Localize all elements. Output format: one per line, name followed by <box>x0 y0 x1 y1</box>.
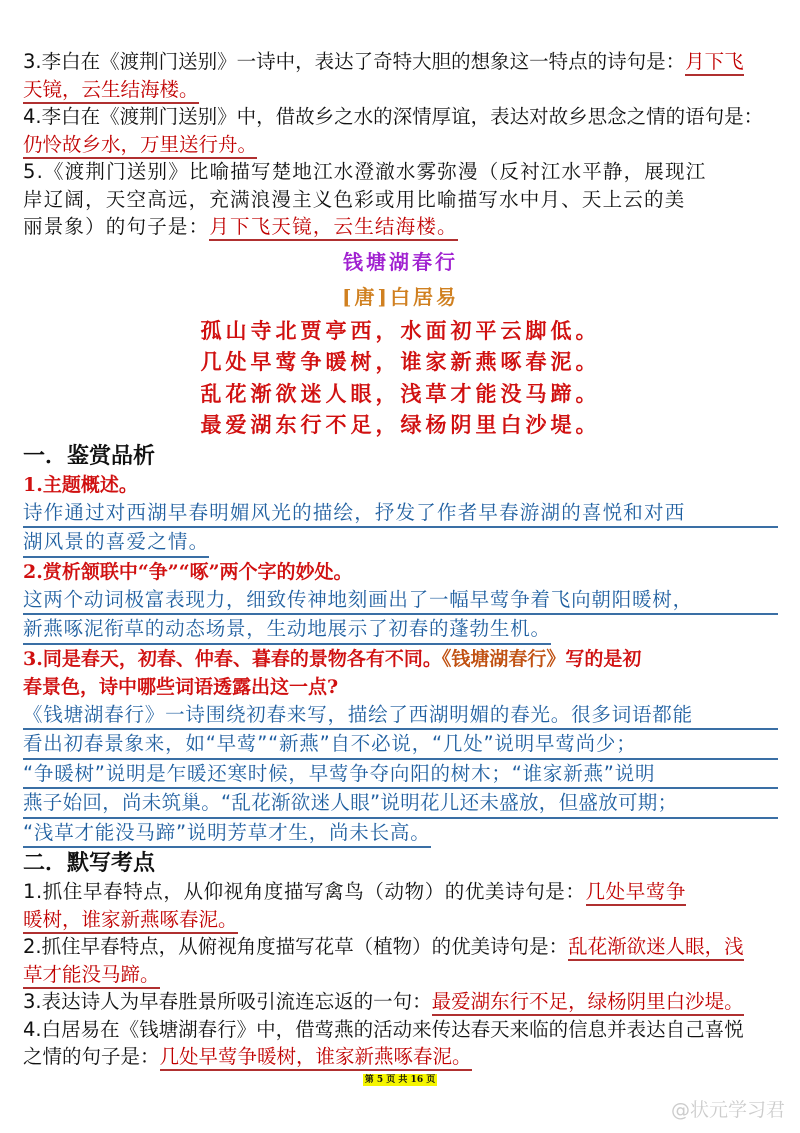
answer-text: 仍怜故乡水，万里送行舟。 <box>23 133 257 159</box>
answer-text: 新燕啄泥衔草的动态场景，生动地展示了初春的蓬勃生机。 <box>23 615 551 645</box>
answer-text: 月下飞天镜，云生结海楼。 <box>209 215 457 241</box>
question-title <box>23 645 778 673</box>
answer-text: 乱花渐欲迷人眼，浅 <box>568 935 744 961</box>
answer-text: 几处早莺争暖树，谁家新燕啄春泥。 <box>160 1045 472 1071</box>
recite-item-1-cont <box>23 906 778 934</box>
poem-line: 几处早莺争暖树，谁家新燕啄春泥。 <box>200 349 601 374</box>
item-text: 1.抓住早春特点，从仰视角度描写禽鸟（动物）的优美诗句是： <box>23 880 586 903</box>
answer-text: 草才能没马蹄。 <box>23 963 160 989</box>
item-4-cont <box>23 131 778 159</box>
recite-item-3 <box>23 988 778 1016</box>
answer-text: “浅草才能没马蹄”说明芳草才生，尚未长高。 <box>23 819 431 849</box>
answer-text: 诗作通过对西湖早春明媚风光的描绘，抒发了作者早春游湖的喜悦和对西 <box>23 499 778 529</box>
item-text: 之情的句子是： <box>23 1045 160 1068</box>
answer-text: 几处早莺争 <box>586 880 687 906</box>
section-title: 二．默写考点 <box>23 850 156 876</box>
question-title-cont: 春景色，诗中哪些词语透露出这一点? <box>23 675 339 698</box>
item-5: 5.《渡荆门送别》比喻描写楚地江水澄澈水雾弥漫（反衬江水平静，展现江 <box>23 160 707 183</box>
page-indicator: 第 5 页 共 16 页 <box>364 1075 436 1085</box>
poem-line: 最爱湖东行不足，绿杨阴里白沙堤。 <box>200 412 601 437</box>
poem-ref: 《钱塘湖春行》 <box>441 647 566 670</box>
item-text: 3.表达诗人为早春胜景所吸引流连忘返的一句： <box>23 990 432 1013</box>
section-title: 一．鉴赏品析 <box>23 442 156 469</box>
answer-text: “争暖树”说明是乍暖还寒时候，早莺争夺向阳的树木；“谁家新燕”说明 <box>23 760 778 790</box>
answer-text: 月下飞 <box>685 50 744 76</box>
poem-line: 乱花渐欲迷人眼，浅草才能没马蹄。 <box>200 380 601 406</box>
item-text: 2.抓住早春特点，从俯视角度描写花草（植物）的优美诗句是： <box>23 935 569 958</box>
page-footer <box>0 1067 800 1086</box>
question-text: 写的是初 <box>565 647 642 670</box>
poem-title: 钱塘湖春行 <box>343 249 458 274</box>
document-page <box>23 48 778 1071</box>
poem-author: [唐]白居易 <box>342 284 459 309</box>
item-text: 丽景象）的句子是： <box>23 215 210 238</box>
recite-item-2-cont <box>23 961 778 989</box>
item-text: 4.李白在《渡荆门送别》中，借故乡之水的深情厚谊，表达对故乡思念之情的语句是： <box>23 105 764 128</box>
item-3 <box>23 48 778 76</box>
answer-text: 看出初春景象来，如“早莺”“新燕”自不必说，“几处”说明早莺尚少； <box>23 730 778 760</box>
question-title: 2.赏析颔联中“争”“啄”两个字的妙处。 <box>23 560 353 583</box>
watermark: @状元学习君 <box>670 1099 785 1121</box>
recite-item-1 <box>23 878 778 906</box>
answer-text: 燕子始回，尚未筑巢。“乱花渐欲迷人眼”说明花儿还未盛放，但盛放可期； <box>23 789 778 819</box>
answer-text: 暖树，谁家新燕啄春泥。 <box>23 908 238 934</box>
question-text: 3.同是春天，初春、仲春、暮春的景物各有不同。 <box>23 647 442 670</box>
item-5-cont: 岸辽阔，天空高远，充满浪漫主义色彩或用比喻描写水中月、天上云的美 <box>23 187 686 211</box>
item-5-cont2 <box>23 213 778 241</box>
answer-text: 湖风景的喜爱之情。 <box>23 528 209 558</box>
answer-text: 最爱湖东行不足，绿杨阴里白沙堤。 <box>432 990 744 1016</box>
recite-item-4: 4.白居易在《钱塘湖春行》中，借莺燕的活动来传达春天来临的信息并表达自己喜悦 <box>23 1017 744 1041</box>
question-title: 1.主题概述。 <box>23 473 138 496</box>
recite-item-2 <box>23 933 778 961</box>
item-text: 3.李白在《渡荆门送别》一诗中，表达了奇特大胆的想象这一特点的诗句是： <box>23 50 686 73</box>
item-4 <box>23 103 778 131</box>
answer-text: 《钱塘湖春行》一诗围绕初春来写，描绘了西湖明媚的春光。很多词语都能 <box>23 701 778 731</box>
answer-text: 天镜，云生结海楼。 <box>23 78 199 104</box>
answer-text: 这两个动词极富表现力，细致传神地刻画出了一幅早莺争着飞向朝阳暖树， <box>23 586 778 616</box>
item-3-cont <box>23 76 778 104</box>
poem-line: 孤山寺北贾亭西，水面初平云脚低。 <box>200 317 601 343</box>
